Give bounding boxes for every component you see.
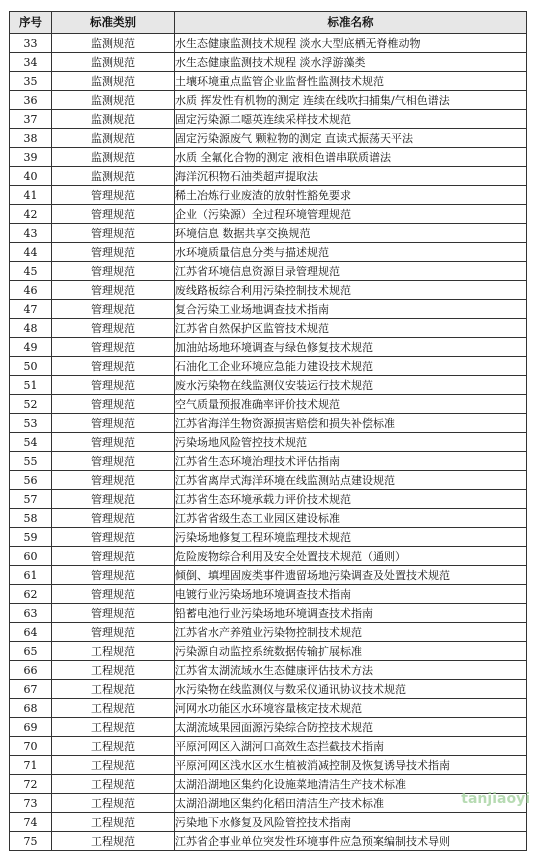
row-serial: 42 — [10, 205, 52, 224]
row-standard-name: 电镀行业污染场地环境调查技术指南 — [175, 585, 527, 604]
row-serial: 53 — [10, 414, 52, 433]
row-standard-name: 水环境质量信息分类与描述规范 — [175, 243, 527, 262]
table-row — [10, 452, 527, 471]
row-standard-name: 污染地下水修复及风险管控技术指南 — [175, 813, 527, 832]
row-serial: 36 — [10, 91, 52, 110]
row-standard-name: 环境信息 数据共享交换规范 — [175, 224, 527, 243]
table-row — [10, 661, 527, 680]
row-standard-name: 江苏省海洋生物资源损害赔偿和损失补偿标准 — [175, 414, 527, 433]
row-category: 管理规范 — [52, 623, 175, 642]
row-serial: 73 — [10, 794, 52, 813]
table-row — [10, 699, 527, 718]
row-standard-name: 水生态健康监测技术规程 淡水大型底栖无脊椎动物 — [175, 34, 527, 53]
row-standard-name: 江苏省环境信息资源目录管理规范 — [175, 262, 527, 281]
row-category: 管理规范 — [52, 604, 175, 623]
row-category: 管理规范 — [52, 186, 175, 205]
row-standard-name: 污染源自动监控系统数据传输扩展标准 — [175, 642, 527, 661]
row-standard-name: 危险废物综合利用及安全处置技术规范（通则） — [175, 547, 527, 566]
row-serial: 66 — [10, 661, 52, 680]
table-row — [10, 737, 527, 756]
row-serial: 64 — [10, 623, 52, 642]
row-category: 管理规范 — [52, 471, 175, 490]
table-row — [10, 718, 527, 737]
table-row — [10, 509, 527, 528]
table-row — [10, 357, 527, 376]
row-category: 管理规范 — [52, 509, 175, 528]
table-row — [10, 642, 527, 661]
row-standard-name: 废水污染物在线监测仪安装运行技术规范 — [175, 376, 527, 395]
row-standard-name: 河网水功能区水环境容量核定技术规范 — [175, 699, 527, 718]
row-category: 工程规范 — [52, 794, 175, 813]
row-category: 管理规范 — [52, 547, 175, 566]
row-standard-name: 太湖沿湖地区集约化稻田清洁生产技术标准 — [175, 794, 527, 813]
row-standard-name: 太湖流域果园面源污染综合防控技术规范 — [175, 718, 527, 737]
row-serial: 41 — [10, 186, 52, 205]
row-standard-name: 水质 全氟化合物的测定 液相色谱串联质谱法 — [175, 148, 527, 167]
table-row — [10, 414, 527, 433]
row-serial: 57 — [10, 490, 52, 509]
table-row — [10, 72, 527, 91]
row-standard-name: 铅蓄电池行业污染场地环境调查技术指南 — [175, 604, 527, 623]
row-serial: 60 — [10, 547, 52, 566]
table-row — [10, 395, 527, 414]
row-serial: 49 — [10, 338, 52, 357]
table-row — [10, 547, 527, 566]
row-category: 管理规范 — [52, 319, 175, 338]
row-standard-name: 污染场地风险管控技术规范 — [175, 433, 527, 452]
table-row — [10, 91, 527, 110]
row-standard-name: 土壤环境重点监管企业监督性监测技术规范 — [175, 72, 527, 91]
row-category: 管理规范 — [52, 490, 175, 509]
row-standard-name: 江苏省自然保护区监管技术规范 — [175, 319, 527, 338]
row-serial: 56 — [10, 471, 52, 490]
table-row — [10, 167, 527, 186]
row-serial: 34 — [10, 53, 52, 72]
row-serial: 35 — [10, 72, 52, 91]
row-serial: 45 — [10, 262, 52, 281]
row-standard-name: 江苏省离岸式海洋环境在线监测站点建设规范 — [175, 471, 527, 490]
row-category: 管理规范 — [52, 376, 175, 395]
row-category: 管理规范 — [52, 566, 175, 585]
row-category: 管理规范 — [52, 528, 175, 547]
row-category: 监测规范 — [52, 53, 175, 72]
table-row — [10, 471, 527, 490]
row-serial: 75 — [10, 832, 52, 851]
row-standard-name: 江苏省企事业单位突发性环境事件应急预案编制技术导则 — [175, 832, 527, 851]
row-category: 管理规范 — [52, 205, 175, 224]
table-row — [10, 566, 527, 585]
row-category: 工程规范 — [52, 642, 175, 661]
row-category: 管理规范 — [52, 300, 175, 319]
row-category: 管理规范 — [52, 262, 175, 281]
table-row — [10, 775, 527, 794]
table-row — [10, 623, 527, 642]
row-standard-name: 江苏省生态环境治理技术评估指南 — [175, 452, 527, 471]
row-serial: 71 — [10, 756, 52, 775]
row-serial: 62 — [10, 585, 52, 604]
table-row — [10, 756, 527, 775]
row-standard-name: 海洋沉积物石油类超声提取法 — [175, 167, 527, 186]
row-standard-name: 企业（污染源）全过程环境管理规范 — [175, 205, 527, 224]
row-standard-name: 江苏省省级生态工业园区建设标准 — [175, 509, 527, 528]
table-row — [10, 205, 527, 224]
row-standard-name: 复合污染工业场地调查技术指南 — [175, 300, 527, 319]
row-serial: 61 — [10, 566, 52, 585]
row-standard-name: 固定污染源二噁英连续采样技术规范 — [175, 110, 527, 129]
row-serial: 52 — [10, 395, 52, 414]
table-row — [10, 281, 527, 300]
row-category: 工程规范 — [52, 813, 175, 832]
table-row — [10, 794, 527, 813]
row-category: 监测规范 — [52, 129, 175, 148]
row-standard-name: 水质 挥发性有机物的测定 连续在线吹扫捕集/气相色谱法 — [175, 91, 527, 110]
row-category: 工程规范 — [52, 661, 175, 680]
row-serial: 43 — [10, 224, 52, 243]
standards-table — [9, 11, 527, 851]
row-standard-name: 废线路板综合利用污染控制技术规范 — [175, 281, 527, 300]
row-standard-name: 石油化工企业环境应急能力建设技术规范 — [175, 357, 527, 376]
row-serial: 47 — [10, 300, 52, 319]
row-category: 工程规范 — [52, 832, 175, 851]
row-category: 监测规范 — [52, 148, 175, 167]
table-row — [10, 604, 527, 623]
row-category: 管理规范 — [52, 357, 175, 376]
header-standard-name: 标准名称 — [175, 12, 527, 34]
row-serial: 46 — [10, 281, 52, 300]
row-category: 管理规范 — [52, 585, 175, 604]
table-row — [10, 680, 527, 699]
row-standard-name: 水生态健康监测技术规程 淡水浮游藻类 — [175, 53, 527, 72]
table-row — [10, 148, 527, 167]
row-standard-name: 江苏省生态环境承载力评价技术规范 — [175, 490, 527, 509]
row-serial: 39 — [10, 148, 52, 167]
row-serial: 40 — [10, 167, 52, 186]
table-row — [10, 262, 527, 281]
row-standard-name: 江苏省水产养殖业污染物控制技术规范 — [175, 623, 527, 642]
row-category: 管理规范 — [52, 414, 175, 433]
row-category: 监测规范 — [52, 91, 175, 110]
row-serial: 67 — [10, 680, 52, 699]
row-standard-name: 平原河网区浅水区水生植被消减控制及恢复诱导技术指南 — [175, 756, 527, 775]
row-category: 工程规范 — [52, 699, 175, 718]
row-category: 管理规范 — [52, 281, 175, 300]
table-header-row — [10, 12, 527, 34]
row-serial: 51 — [10, 376, 52, 395]
table-row — [10, 110, 527, 129]
row-category: 管理规范 — [52, 338, 175, 357]
table-row — [10, 53, 527, 72]
row-serial: 72 — [10, 775, 52, 794]
row-category: 工程规范 — [52, 775, 175, 794]
row-category: 管理规范 — [52, 243, 175, 262]
row-category: 管理规范 — [52, 433, 175, 452]
table-row — [10, 813, 527, 832]
row-category: 管理规范 — [52, 395, 175, 414]
row-serial: 38 — [10, 129, 52, 148]
row-standard-name: 空气质量预报准确率评价技术规范 — [175, 395, 527, 414]
table-row — [10, 490, 527, 509]
row-category: 监测规范 — [52, 72, 175, 91]
row-standard-name: 倾倒、填埋固废类事件遗留场地污染调查及处置技术规范 — [175, 566, 527, 585]
table-row — [10, 186, 527, 205]
table-row — [10, 376, 527, 395]
watermark-logo: tanjiaoyi — [461, 791, 530, 807]
row-serial: 69 — [10, 718, 52, 737]
row-standard-name: 平原河网区入湖河口高效生态拦截技术指南 — [175, 737, 527, 756]
row-serial: 68 — [10, 699, 52, 718]
table-row — [10, 129, 527, 148]
header-category: 标准类别 — [52, 12, 175, 34]
table-row — [10, 338, 527, 357]
row-standard-name: 固定污染源废气 颗粒物的测定 直读式振荡天平法 — [175, 129, 527, 148]
row-serial: 50 — [10, 357, 52, 376]
row-serial: 74 — [10, 813, 52, 832]
row-standard-name: 污染场地修复工程环境监理技术规范 — [175, 528, 527, 547]
table-row — [10, 832, 527, 851]
row-serial: 33 — [10, 34, 52, 53]
row-category: 工程规范 — [52, 737, 175, 756]
row-category: 管理规范 — [52, 224, 175, 243]
row-standard-name: 加油站场地环境调查与绿色修复技术规范 — [175, 338, 527, 357]
row-category: 监测规范 — [52, 34, 175, 53]
row-category: 管理规范 — [52, 452, 175, 471]
table-row — [10, 528, 527, 547]
table-row — [10, 224, 527, 243]
row-category: 监测规范 — [52, 167, 175, 186]
table-row — [10, 34, 527, 53]
row-category: 监测规范 — [52, 110, 175, 129]
row-standard-name: 水污染物在线监测仪与数采仪通讯协议技术规范 — [175, 680, 527, 699]
row-serial: 58 — [10, 509, 52, 528]
table-row — [10, 433, 527, 452]
row-serial: 70 — [10, 737, 52, 756]
row-standard-name: 江苏省太湖流域水生态健康评估技术方法 — [175, 661, 527, 680]
row-serial: 55 — [10, 452, 52, 471]
table-row — [10, 585, 527, 604]
row-category: 工程规范 — [52, 718, 175, 737]
row-serial: 63 — [10, 604, 52, 623]
table-row — [10, 319, 527, 338]
row-serial: 54 — [10, 433, 52, 452]
table-row — [10, 300, 527, 319]
row-standard-name: 太湖沿湖地区集约化设施菜地清洁生产技术标准 — [175, 775, 527, 794]
table-row — [10, 243, 527, 262]
row-serial: 44 — [10, 243, 52, 262]
row-serial: 59 — [10, 528, 52, 547]
row-serial: 37 — [10, 110, 52, 129]
row-serial: 48 — [10, 319, 52, 338]
row-category: 工程规范 — [52, 680, 175, 699]
row-category: 工程规范 — [52, 756, 175, 775]
header-serial: 序号 — [10, 12, 52, 34]
row-standard-name: 稀土冶炼行业废渣的放射性豁免要求 — [175, 186, 527, 205]
row-serial: 65 — [10, 642, 52, 661]
